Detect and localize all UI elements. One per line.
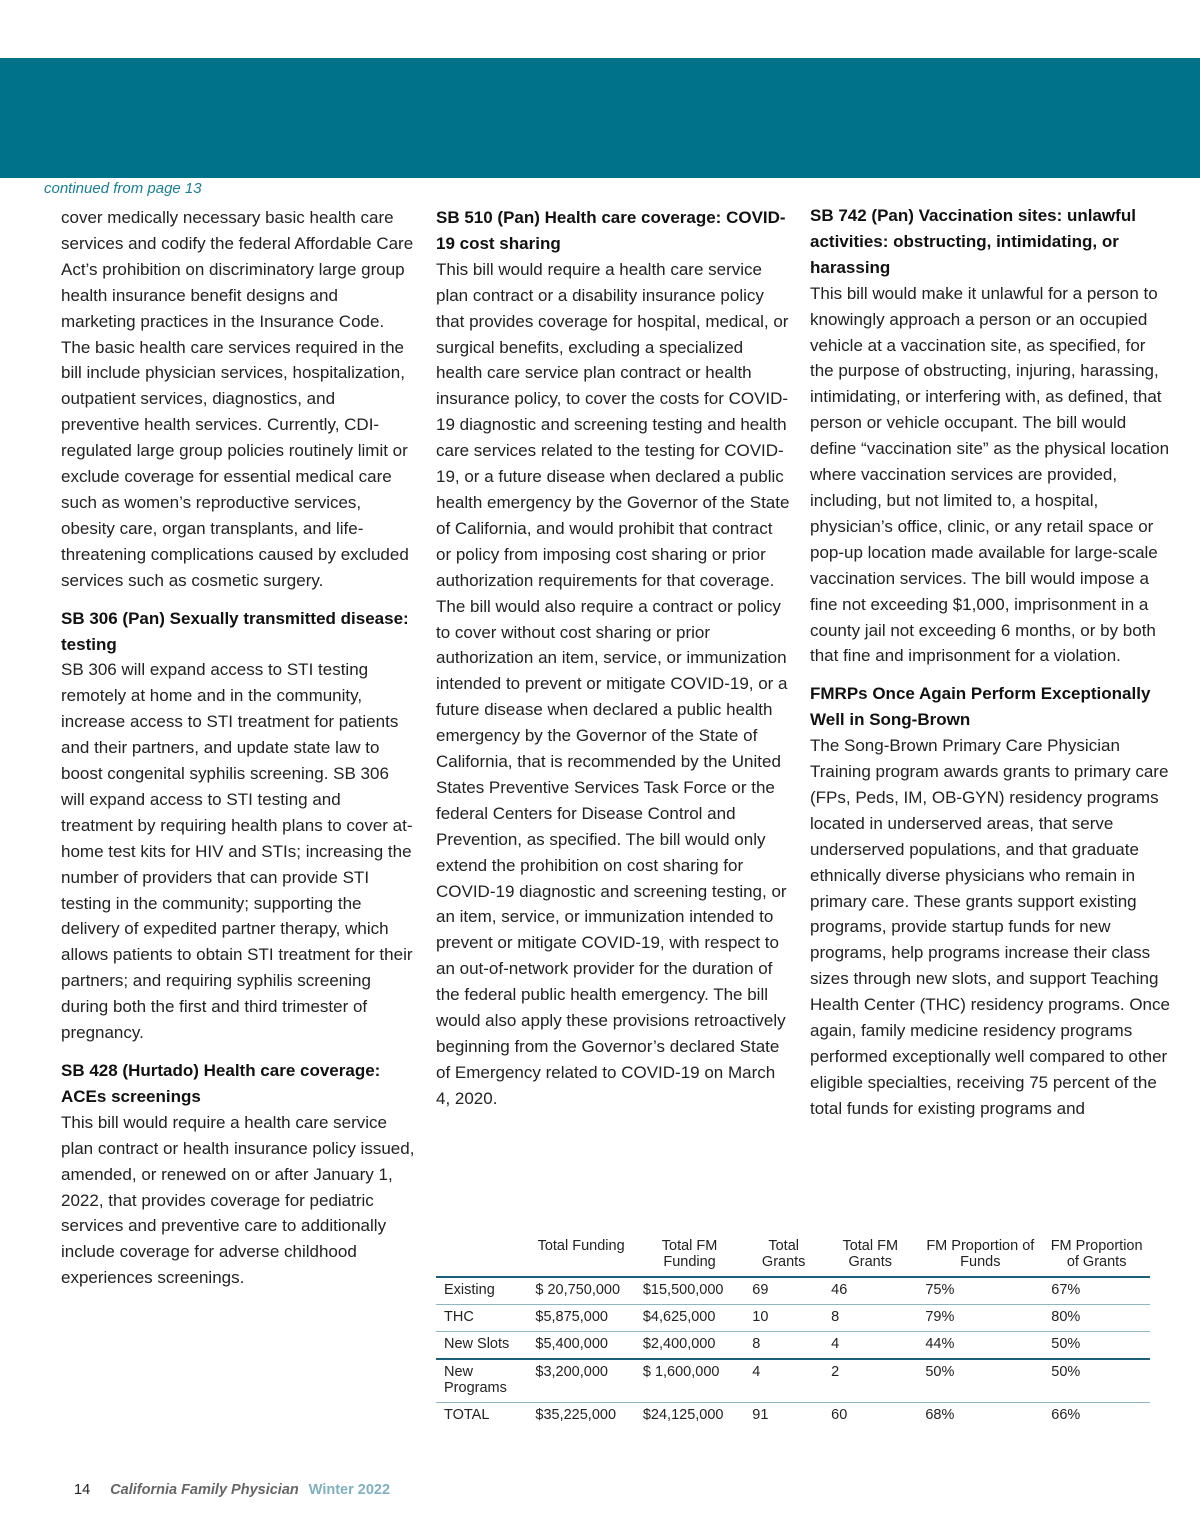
table-row [436, 1277, 1150, 1305]
table-cell: 50% [1043, 1359, 1150, 1403]
sb306-heading: SB 306 (Pan) Sexually transmitted disease: testing [61, 608, 409, 654]
table-cell: $ 20,750,000 [527, 1277, 634, 1305]
table-cell: 50% [917, 1359, 1043, 1403]
header-band [0, 58, 1200, 178]
table-cell: 66% [1051, 1407, 1081, 1423]
sb510-heading: SB 510 (Pan) Health care coverage: COVID-19 cost sharing [436, 208, 786, 253]
table-cell: 8 [744, 1332, 823, 1360]
issue-label: Winter 2022 [308, 1482, 391, 1498]
column-2 [436, 205, 791, 1112]
table-cell: TOTAL [444, 1407, 490, 1423]
table-row [436, 1305, 1150, 1332]
table-cell: THC [436, 1305, 527, 1332]
column1-intro: cover medically necessary basic health care services and codify the federal Affordable Care Act’s prohibition on discriminatory large group health insurance benefit designs and marketing practices in the Insurance Code. The basic health care services required in the bill include physician services, hospitalization, outpatient services, diagnostics, and preventive health services. Currently, CDI-regulated large group policies routinely limit or exclude coverage for essential medical care such as women’s reproductive services, obesity care, organ transplants, and life-threatening complications caused by excluded services such as cosmetic surgery. [61, 208, 414, 590]
table-cell: 67% [1043, 1277, 1150, 1305]
table-cell: 2 [823, 1359, 917, 1403]
table-cell: Existing [436, 1277, 527, 1305]
sb742-body: This bill would make it unlawful for a person to knowingly approach a person or an occupied vehicle at a vaccination site, as specified, for the purpose of obstructing, injuring, harassing, intimidating, or interfering with, as defined, that person or vehicle occupant. The bill would define “vaccination site” as the physical location where vaccination services are provided, including, but not limited to, a hospital, physician’s office, clinic, or any retail space or pop-up location made available for large-scale vaccination services. The bill would impose a fine not exceeding $1,000, imprisonment in a county jail not exceeding 6 months, or by both that fine and imprisonment for a violation. [810, 283, 1170, 666]
table-row [436, 1359, 1150, 1403]
table-cell: New Programs [436, 1359, 527, 1403]
column-3 [810, 203, 1170, 1122]
table-cell: $15,500,000 [635, 1277, 744, 1305]
table-cell: 46 [823, 1277, 917, 1305]
page-footer [74, 1482, 390, 1498]
table-cell: $2,400,000 [635, 1332, 744, 1360]
table-cell: $3,200,000 [527, 1359, 634, 1403]
song-brown-funding-table [436, 1238, 1150, 1429]
table-cell: 10 [744, 1305, 823, 1332]
page-number: 14 [74, 1482, 91, 1498]
sb306-body: SB 306 will expand access to STI testing remotely at home and in the community, increase access to STI treatment for patients and their partners, and update state law to boost congenital syphilis screening. SB 306 will expand access to STI testing and treatment by requiring health plans to cover at-home test kits for HIV and STIs; increasing the number of providers that can provide STI testing in the community; supporting the delivery of expedited partner therapy, which allows patients to obtain STI treatment for their partners; and requiring syphilis screening during both the first and third trimester of pregnancy. [61, 660, 413, 1043]
table-header-cell: Total Grants [744, 1238, 823, 1277]
sb428-heading: SB 428 (Hurtado) Health care coverage: ACEs screenings [61, 1061, 381, 1106]
table-cell: 4 [823, 1332, 917, 1360]
sb510-body: This bill would require a health care service plan contract or a disability insurance policy that provides coverage for hospital, medical, or surgical benefits, excluding a specialized health care service plan contract or health insurance policy, to cover the costs for COVID-19 diagnostic and screening testing and health care services related to the testing for COVID-19, or a future disease when declared a public health emergency by the Governor of the State of California, and would prohibit that contract or policy from imposing cost sharing or prior authorization requirements for that coverage. The bill would also require a contract or policy to cover without cost sharing or prior authorization an item, service, or immunization intended to prevent or mitigate COVID-19, or a future disease when declared a public health emergency by the Governor of the State of California, that is recommended by the United States Preventive Services Task Force or the federal Centers for Disease Control and Prevention, as specified. The bill would only extend the prohibition on cost sharing for COVID-19 diagnostic and screening testing, or an item, service, or immunization intended to prevent or mitigate COVID-19, with respect to an out-of-network provider for the duration of the federal public health emergency. The bill would also apply these provisions retroactively beginning from the Governor’s declared State of Emergency related to COVID-19 on March 4, 2020. [436, 259, 790, 1108]
sb428-body: This bill would require a health care service plan contract or health insurance policy issued, amended, or renewed on or after January 1, 2022, that provides coverage for pediatric services and preventive care to additionally include coverage for adverse childhood experiences screenings. [61, 1112, 415, 1288]
table-cell: New Slots [436, 1332, 527, 1360]
table-cell: 44% [917, 1332, 1043, 1360]
table-cell: 80% [1043, 1305, 1150, 1332]
fmrp-heading: FMRPs Once Again Perform Exceptionally Well in Song-Brown [810, 684, 1151, 730]
table-row [436, 1403, 1150, 1430]
sb742-heading: SB 742 (Pan) Vaccination sites: unlawful activities: obstructing, intimidating, or harassing [810, 206, 1136, 277]
table-row [436, 1332, 1150, 1360]
table-cell: 75% [917, 1277, 1043, 1305]
table-header-cell: Total FM Grants [823, 1238, 917, 1277]
table-cell: $4,625,000 [635, 1305, 744, 1332]
table-cell: $ 1,600,000 [635, 1359, 744, 1403]
table-cell: 91 [752, 1407, 769, 1423]
table-cell: 79% [917, 1305, 1043, 1332]
continued-label: continued from page 13 [44, 180, 202, 197]
table-cell: $5,400,000 [527, 1332, 634, 1360]
table-header-cell: Total Funding [527, 1238, 634, 1277]
table-cell: 69 [744, 1277, 823, 1305]
table-cell: 8 [823, 1305, 917, 1332]
fmrp-body: The Song-Brown Primary Care Physician Training program awards grants to primary care (FPs, Peds, IM, OB-GYN) residency programs located in underserved areas, that serve underserved populations, and that graduate ethnically diverse physicians who remain in primary care. These grants support existing programs, provide startup funds for new programs, help programs increase their class sizes through new slots, and support Teaching Health Center (THC) residency programs. Once again, family medicine residency programs performed exceptionally well compared to other eligible specialties, receiving 75 percent of the total funds for existing programs and [810, 736, 1170, 1118]
table-cell: 68% [925, 1407, 955, 1423]
table-header-cell: Total FM Funding [635, 1238, 744, 1277]
table-cell: 50% [1043, 1332, 1150, 1360]
column-1 [61, 205, 416, 1291]
table-header-cell [436, 1238, 527, 1277]
table-cell: 4 [744, 1359, 823, 1403]
table-cell: $35,225,000 [535, 1407, 617, 1423]
table-cell: $5,875,000 [527, 1305, 634, 1332]
table-header-cell: FM Proportion of Grants [1043, 1238, 1150, 1277]
table-header-cell: FM Proportion of Funds [917, 1238, 1043, 1277]
table-cell: 60 [831, 1407, 848, 1423]
magazine-title: California Family Physician [110, 1482, 299, 1498]
table-header-row [436, 1238, 1150, 1277]
table-cell: $24,125,000 [642, 1407, 724, 1423]
